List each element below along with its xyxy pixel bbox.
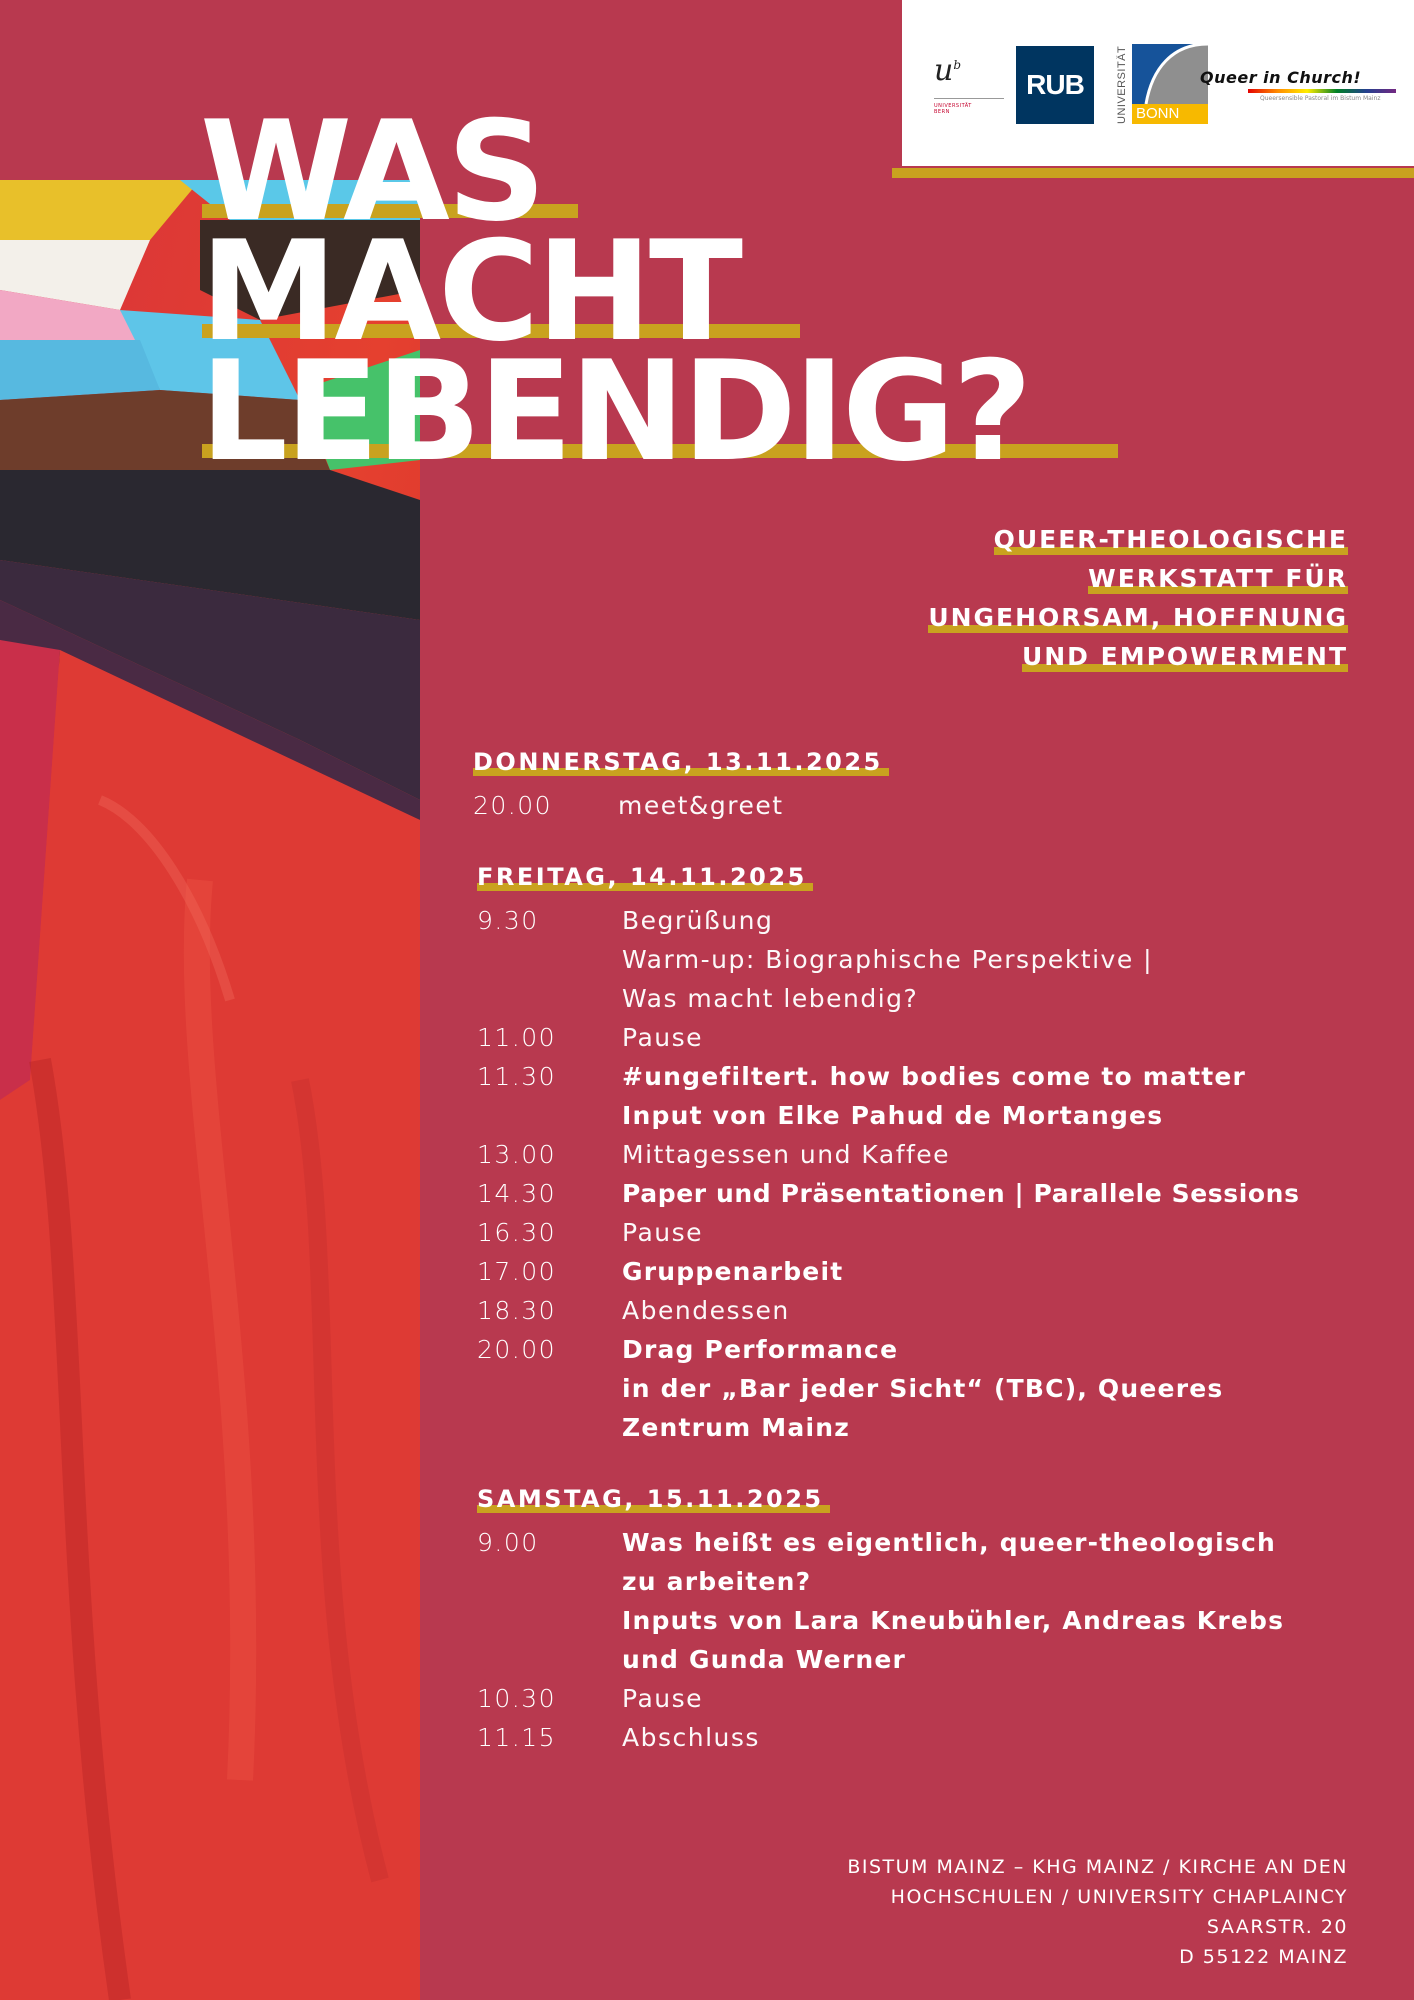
schedule-time: 11.30 [477,1062,557,1091]
schedule-item: meet&greet [618,791,784,820]
schedule-row [477,1679,1353,1718]
schedule-time: 20.00 [473,791,553,820]
schedule-item: Pause [622,1023,704,1052]
schedule-item: Paper und Präsentationen | Parallele Sessions [622,1179,1300,1208]
schedule-row [477,1291,1353,1330]
title-line-2: MACHT [200,232,1029,352]
subtitle-line: UND EMPOWERMENT [1021,642,1348,671]
address-line: D 55122 MAINZ [1179,1946,1348,1968]
schedule-item: #ungefiltert. how bodies come to matter [622,1062,1247,1091]
schedule-time: 14.30 [477,1179,557,1208]
queer-in-church-logo: Queer in Church! Queersensible Pastoral im Bistum Mainz [1200,68,1410,118]
schedule-row [473,786,1353,825]
schedule-item: Was macht lebendig? [622,984,919,1013]
schedule-row [477,1330,1353,1447]
uni-bonn-logo: UNIVERSITÄT BONN [1116,44,1224,124]
day-heading: FREITAG, 14.11.2025 [477,863,813,891]
schedule-row [477,1718,1353,1757]
schedule-item: Warm-up: Biographische Perspektive | [622,945,1154,974]
schedule-item: Pause [622,1218,704,1247]
day-heading: DONNERSTAG, 13.11.2025 [473,748,889,776]
schedule-item: Inputs von Lara Kneubühler, Andreas Krebs [622,1606,1285,1635]
schedule-item: Gruppenarbeit [622,1257,844,1286]
schedule-time: 16.30 [477,1218,557,1247]
subtitle-line: UNGEHORSAM, HOFFNUNG [928,603,1348,632]
schedule-item: Abschluss [622,1723,760,1752]
day-saturday [473,1485,1353,1757]
schedule-item: Mittagessen und Kaffee [622,1140,951,1169]
address-line: BISTUM MAINZ – KHG MAINZ / KIRCHE AN DEN [847,1856,1348,1878]
schedule-time: 9.30 [477,906,539,935]
schedule-row [477,1213,1353,1252]
unibe-logo: $u^b$ UNIVERSITÄT BERN [934,50,1004,120]
schedule-row [477,1018,1353,1057]
schedule-item: in der „Bar jeder Sicht“ (TBC), Queeres [622,1374,1224,1403]
poster-title [200,91,1030,492]
schedule-time: 20.00 [477,1335,557,1364]
subtitle-line: WERKSTATT FÜR [1088,564,1348,593]
program-schedule [473,748,1353,1757]
schedule-item: Pause [622,1684,704,1713]
title-line-1: WAS [200,112,1029,232]
schedule-item: Input von Elke Pahud de Mortanges [622,1101,1164,1130]
schedule-time: 11.15 [477,1723,557,1752]
day-friday [473,863,1353,1447]
schedule-item: zu arbeiten? [622,1567,812,1596]
schedule-row [477,1174,1353,1213]
schedule-item: Drag Performance [622,1335,899,1364]
day-thursday [473,748,1353,825]
schedule-time: 18.30 [477,1296,557,1325]
schedule-row [477,1252,1353,1291]
subtitle-line: QUEER-THEOLOGISCHE [993,525,1348,554]
poster-subtitle [928,520,1348,676]
schedule-time: 13.00 [477,1140,557,1169]
rub-logo: RUB [1016,46,1094,124]
schedule-time: 11.00 [477,1023,557,1052]
title-line-3: LEBENDIG? [200,352,1029,472]
schedule-row [477,1135,1353,1174]
schedule-item: Zentrum Mainz [622,1413,850,1442]
schedule-row [477,901,1353,1018]
schedule-item: Was heißt es eigentlich, queer-theologisch [622,1528,1277,1557]
organizer-address [847,1852,1348,1972]
address-line: HOCHSCHULEN / UNIVERSITY CHAPLAINCY [890,1886,1348,1908]
schedule-row [477,1523,1353,1679]
schedule-row [477,1057,1353,1135]
schedule-time: 9.00 [477,1528,539,1557]
schedule-item: und Gunda Werner [622,1645,907,1674]
schedule-item: Abendessen [622,1296,790,1325]
schedule-time: 17.00 [477,1257,557,1286]
address-line: SAARSTR. 20 [1206,1916,1348,1938]
day-heading: SAMSTAG, 15.11.2025 [477,1485,830,1513]
schedule-item: Begrüßung [622,906,774,935]
schedule-time: 10.30 [477,1684,557,1713]
